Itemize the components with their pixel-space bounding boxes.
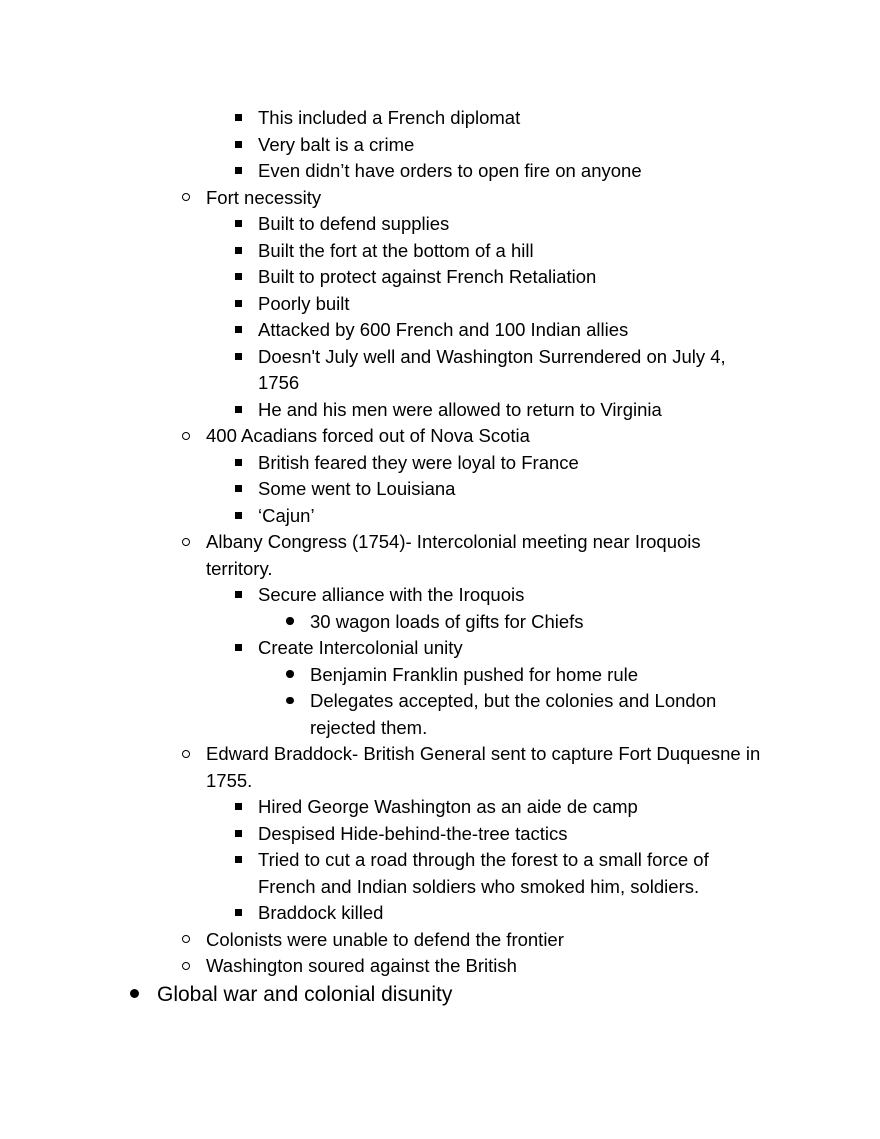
hollow-circle-bullet-icon-glyph (182, 538, 190, 546)
filled-square-bullet-icon (235, 582, 249, 609)
outline-item-text: Built to protect against French Retaliation (258, 266, 597, 287)
outline-item-level-4 (0, 688, 880, 741)
outline-item-text: Edward Braddock- British General sent to capture Fort Duquesne in 1755. (206, 743, 761, 791)
outline-item-text: Despised Hide-behind-the-tree tactics (258, 822, 568, 844)
outline-item-text: British feared they were loyal to France (258, 451, 579, 473)
outline-item-text: Braddock killed (258, 902, 384, 923)
outline-item-level-2 (0, 423, 880, 450)
outline-item-text: Colonists were unable to defend the frontier (206, 928, 564, 950)
hollow-circle-bullet-icon (182, 927, 196, 954)
filled-square-bullet-icon-glyph (235, 353, 242, 360)
filled-square-bullet-icon (235, 264, 249, 291)
outline-item-level-2 (0, 529, 880, 582)
outline-item-level-3 (0, 450, 880, 477)
outline-item-level-3 (0, 264, 880, 291)
filled-dot-bullet-icon-glyph (286, 617, 294, 625)
filled-dot-bullet-icon-glyph (286, 697, 294, 705)
hollow-circle-bullet-icon-glyph (182, 935, 190, 943)
outline-item-text: He and his men were allowed to return to Virginia (258, 398, 662, 420)
outline-item-level-3 (0, 344, 880, 397)
outline-item-level-4 (0, 662, 880, 689)
outline-item-level-3 (0, 291, 880, 318)
filled-square-bullet-icon (235, 821, 249, 848)
filled-dot-bullet-icon-glyph (286, 670, 294, 678)
outline-item-text: Fort necessity (206, 186, 322, 208)
filled-disc-bullet-icon (130, 980, 144, 1010)
outline-item-level-3 (0, 794, 880, 821)
outline-item-level-3 (0, 238, 880, 265)
outline-item-level-3 (0, 582, 880, 609)
outline-item-level-2 (0, 185, 880, 212)
outline-item-level-3 (0, 503, 880, 530)
outline-item-level-2 (0, 953, 880, 980)
outline-item-level-4 (0, 609, 880, 636)
filled-square-bullet-icon-glyph (235, 247, 242, 254)
outline-item-text: ‘Cajun’ (258, 504, 315, 526)
outline-item-text: Doesn't July well and Washington Surrendered on July 4, 1756 (258, 345, 726, 393)
filled-square-bullet-icon-glyph (235, 644, 242, 651)
filled-square-bullet-icon-glyph (235, 167, 242, 174)
filled-square-bullet-icon-glyph (235, 830, 242, 837)
filled-square-bullet-icon (235, 238, 249, 265)
outline-item-text: Washington soured against the British (206, 955, 517, 976)
filled-dot-bullet-icon (286, 609, 300, 636)
filled-dot-bullet-icon (286, 688, 300, 715)
outline-item-text: Global war and colonial disunity (157, 982, 453, 1006)
filled-dot-bullet-icon (286, 662, 300, 689)
outline-item-text: Built the fort at the bottom of a hill (258, 239, 534, 261)
outline-item-level-3 (0, 900, 880, 927)
outline-item-level-1 (0, 980, 880, 1010)
outline-item-text: Even didn’t have orders to open fire on anyone (258, 160, 642, 181)
outline-item-level-3 (0, 821, 880, 848)
filled-square-bullet-icon-glyph (235, 141, 242, 148)
hollow-circle-bullet-icon-glyph (182, 432, 190, 440)
outline-item-text: Create Intercolonial unity (258, 637, 463, 658)
outline-item-text: This included a French diplomat (258, 107, 521, 128)
filled-square-bullet-icon (235, 450, 249, 477)
hollow-circle-bullet-icon (182, 529, 196, 556)
filled-square-bullet-icon-glyph (235, 273, 242, 280)
outline-item-level-3 (0, 132, 880, 159)
outline-item-text: Poorly built (258, 292, 350, 314)
outline-item-level-3 (0, 397, 880, 424)
hollow-circle-bullet-icon (182, 185, 196, 212)
filled-square-bullet-icon (235, 847, 249, 874)
filled-square-bullet-icon (235, 105, 249, 132)
filled-square-bullet-icon (235, 158, 249, 185)
outline-item-level-3 (0, 317, 880, 344)
filled-square-bullet-icon-glyph (235, 909, 242, 916)
filled-square-bullet-icon-glyph (235, 856, 242, 863)
filled-square-bullet-icon (235, 503, 249, 530)
outline-item-text: Attacked by 600 French and 100 Indian allies (258, 319, 629, 340)
outline-item-text: Delegates accepted, but the colonies and London rejected them. (310, 690, 717, 738)
hollow-circle-bullet-icon-glyph (182, 193, 190, 201)
outline-item-text: 400 Acadians forced out of Nova Scotia (206, 425, 530, 446)
filled-square-bullet-icon (235, 397, 249, 424)
filled-square-bullet-icon-glyph (235, 300, 242, 307)
filled-square-bullet-icon (235, 211, 249, 238)
filled-square-bullet-icon (235, 132, 249, 159)
outline-item-level-3 (0, 211, 880, 238)
filled-square-bullet-icon (235, 635, 249, 662)
outline-list (0, 105, 880, 1010)
filled-square-bullet-icon (235, 900, 249, 927)
filled-square-bullet-icon (235, 476, 249, 503)
hollow-circle-bullet-icon (182, 423, 196, 450)
outline-item-text: 30 wagon loads of gifts for Chiefs (310, 610, 584, 632)
filled-square-bullet-icon-glyph (235, 326, 242, 333)
outline-item-level-2 (0, 927, 880, 954)
outline-item-level-3 (0, 105, 880, 132)
filled-square-bullet-icon-glyph (235, 406, 242, 413)
filled-square-bullet-icon (235, 291, 249, 318)
outline-item-level-3 (0, 158, 880, 185)
filled-square-bullet-icon (235, 344, 249, 371)
outline-item-text: Benjamin Franklin pushed for home rule (310, 663, 639, 685)
filled-square-bullet-icon-glyph (235, 114, 242, 121)
outline-item-level-3 (0, 476, 880, 503)
filled-square-bullet-icon (235, 317, 249, 344)
hollow-circle-bullet-icon-glyph (182, 962, 190, 970)
outline-item-text: Tried to cut a road through the forest to a small force of French and Indian soldiers who smoked him, soldiers. (258, 849, 709, 897)
outline-item-text: Hired George Washington as an aide de camp (258, 796, 638, 817)
outline-item-text: Built to defend supplies (258, 213, 450, 234)
filled-square-bullet-icon (235, 794, 249, 821)
outline-item-text: Very balt is a crime (258, 133, 415, 155)
filled-square-bullet-icon-glyph (235, 220, 242, 227)
filled-square-bullet-icon-glyph (235, 485, 242, 492)
outline-item-level-3 (0, 635, 880, 662)
filled-square-bullet-icon-glyph (235, 591, 242, 598)
hollow-circle-bullet-icon (182, 741, 196, 768)
outline-item-text: Secure alliance with the Iroquois (258, 584, 525, 605)
outline-item-text: Albany Congress (1754)- Intercolonial meeting near Iroquois territory. (206, 531, 701, 579)
filled-disc-bullet-icon-glyph (130, 989, 139, 998)
hollow-circle-bullet-icon-glyph (182, 750, 190, 758)
filled-square-bullet-icon-glyph (235, 459, 242, 466)
outline-item-text: Some went to Louisiana (258, 478, 456, 499)
filled-square-bullet-icon-glyph (235, 512, 242, 519)
filled-square-bullet-icon-glyph (235, 803, 242, 810)
outline-item-level-3 (0, 847, 880, 900)
hollow-circle-bullet-icon (182, 953, 196, 980)
outline-item-level-2 (0, 741, 880, 794)
